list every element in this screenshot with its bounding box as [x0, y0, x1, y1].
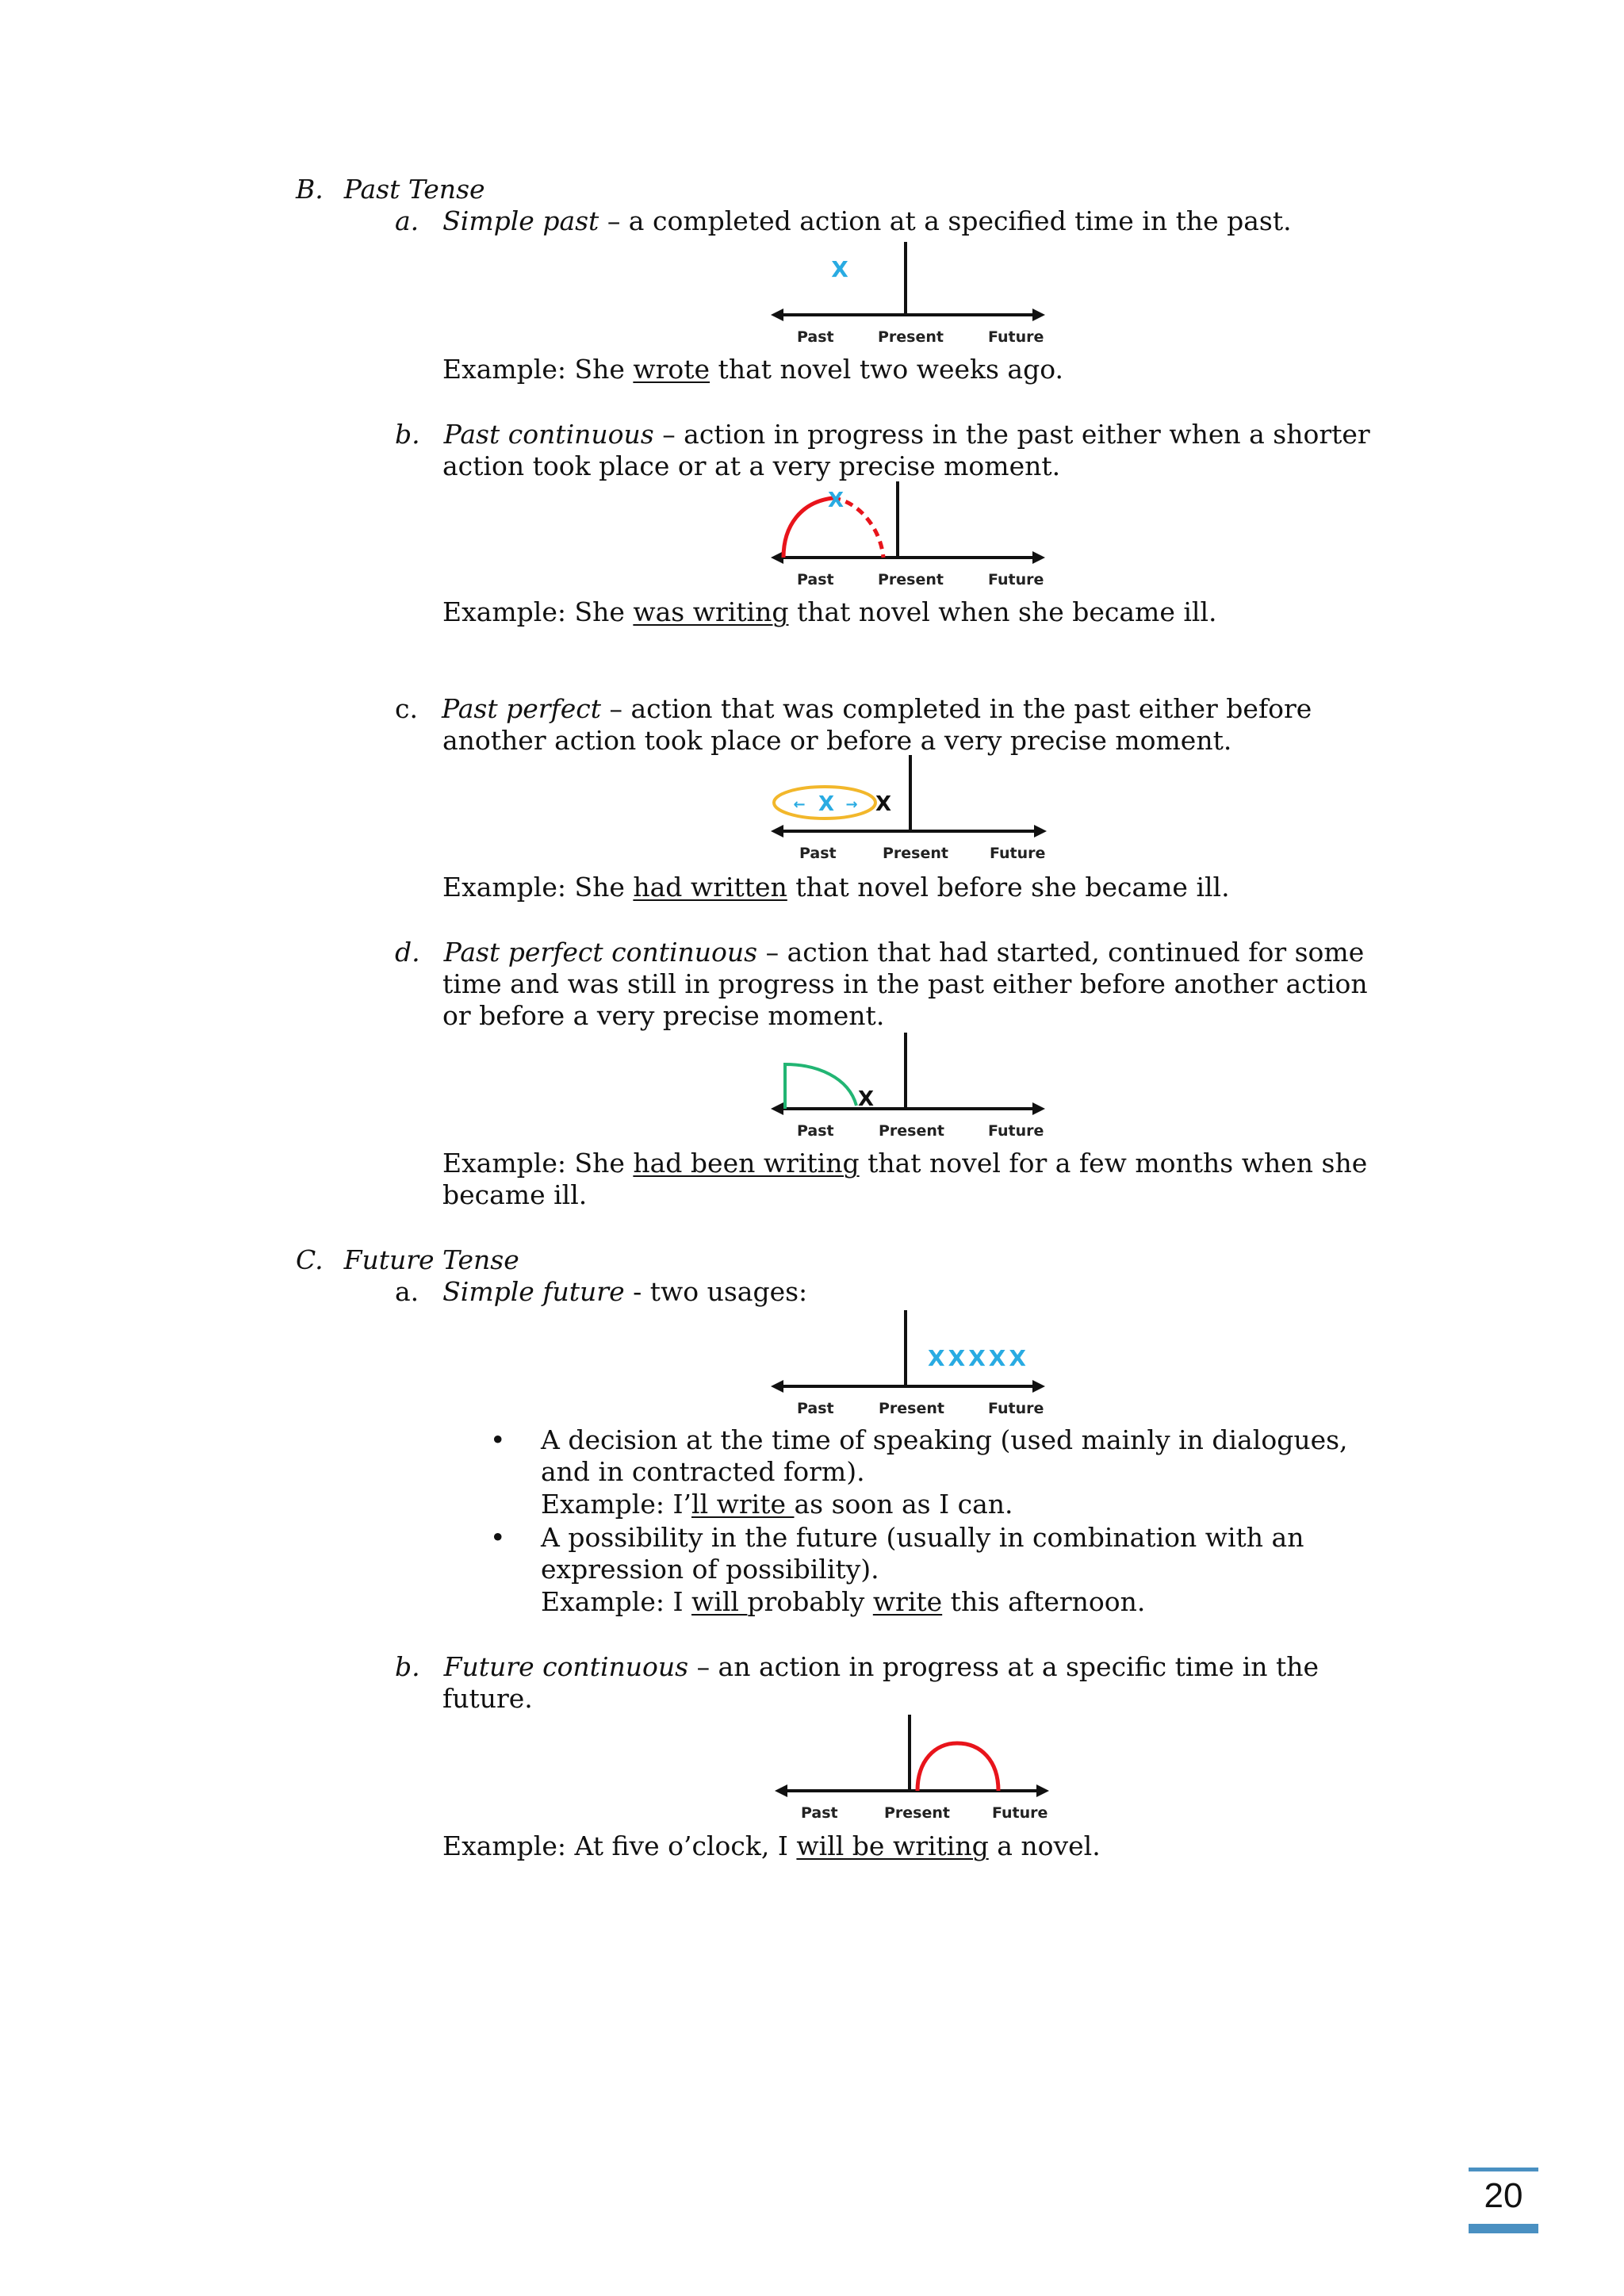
example-text: Example: I’: [541, 1489, 692, 1520]
example-text-line: became ill.: [442, 1179, 588, 1210]
example-verb: ll write: [691, 1489, 795, 1520]
label-future: Future: [988, 1400, 1044, 1417]
label-present: Present: [879, 1400, 944, 1417]
future-continuous-example: [442, 1830, 1101, 1862]
arrow-left-icon: ←: [793, 796, 806, 813]
section-letter: C.: [296, 1244, 324, 1275]
label-past: Past: [799, 845, 837, 862]
item-letter: b.: [395, 1651, 420, 1682]
tense-definition-line: time and was still in progress in the past either before another action: [442, 968, 1368, 999]
section-c-heading: [296, 1244, 519, 1276]
label-past: Past: [797, 571, 834, 588]
label-present: Present: [878, 571, 944, 588]
example-text: that novel for a few months when she: [859, 1148, 1368, 1179]
bullet-text: A decision at the time of speaking (used mainly in dialogues,: [541, 1424, 1348, 1455]
tense-definition-line: another action took place or before a very precise moment.: [442, 725, 1232, 756]
tense-definition: – an action in progress at a specific time in the: [688, 1651, 1320, 1682]
tense-term: Past perfect continuous: [443, 937, 758, 968]
event-x-mark: X: [831, 256, 848, 282]
page-number-bottom-bar: [1469, 2224, 1538, 2233]
reference-x-mark: X: [857, 1087, 875, 1111]
past-continuous-definition: [395, 419, 1370, 450]
tense-definition: – action that had started, continued for some: [757, 937, 1365, 968]
label-present: Present: [878, 328, 944, 346]
example-text: Example: At five o’clock, I: [442, 1830, 797, 1861]
past-perfect-example: [442, 872, 1230, 903]
repeated-x-marks: XXXXX: [928, 1345, 1029, 1371]
example-verb: write: [872, 1586, 943, 1617]
example-text: that novel before she became ill.: [787, 872, 1230, 903]
timeline-past-perfect: [769, 752, 1047, 868]
label-past: Past: [801, 1804, 838, 1822]
past-continuous-example: [442, 596, 1217, 628]
example-text: Example: I: [541, 1586, 692, 1617]
bullet-text: expression of possibility).: [541, 1554, 879, 1585]
example-verb: will be writing: [796, 1830, 989, 1861]
section-b-heading: [296, 174, 485, 205]
label-present: Present: [879, 1122, 944, 1140]
section-title: Future Tense: [343, 1244, 519, 1275]
page-number: 20: [1484, 2176, 1523, 2215]
arrow-right-icon: →: [845, 796, 858, 813]
bullet-icon: •: [490, 1522, 506, 1553]
example-text: a novel.: [988, 1830, 1101, 1861]
label-past: Past: [797, 1400, 834, 1417]
tense-definition: – action that was completed in the past either before: [600, 693, 1312, 724]
simple-past-definition: [395, 205, 1292, 237]
example-text: as soon as I can.: [794, 1489, 1013, 1520]
tense-definition: – action in progress in the past either when a shorter: [653, 419, 1370, 450]
example-text: probably: [747, 1586, 873, 1617]
event-x-mark: X: [827, 489, 845, 512]
tense-definition-line: future.: [442, 1683, 533, 1714]
bullet-text: and in contracted form).: [541, 1456, 865, 1487]
example-text: Example: She: [442, 354, 634, 385]
tense-term: Simple past: [442, 205, 599, 236]
timeline-past-continuous: [769, 478, 1047, 596]
label-future: Future: [990, 845, 1046, 862]
past-perfect-definition: [395, 693, 1312, 725]
past-perfect-continuous-example: [442, 1148, 1367, 1179]
example-verb: wrote: [633, 354, 710, 385]
example-verb: will: [691, 1586, 748, 1617]
future-continuous-definition: [395, 1651, 1319, 1683]
label-future: Future: [988, 1122, 1044, 1140]
example-verb: was writing: [633, 596, 789, 627]
tense-definition-line: or before a very precise moment.: [442, 1000, 885, 1031]
bullet-example: [541, 1489, 1013, 1520]
bullet-icon: •: [490, 1424, 506, 1455]
timeline-past-perfect-continuous: [769, 1029, 1047, 1147]
example-text: Example: She: [442, 872, 634, 903]
section-letter: B.: [296, 174, 324, 205]
tense-term: Past continuous: [443, 419, 654, 450]
timeline-simple-future: [769, 1307, 1047, 1424]
tense-definition: - two usages:: [624, 1276, 808, 1307]
example-verb: had been writing: [633, 1148, 860, 1179]
label-present: Present: [883, 845, 948, 862]
label-future: Future: [988, 328, 1044, 346]
label-future: Future: [988, 571, 1044, 588]
simple-past-example: [442, 354, 1063, 385]
tense-definition-line: action took place or at a very precise moment.: [442, 450, 1061, 481]
label-future: Future: [992, 1804, 1048, 1822]
timeline-simple-past: [769, 234, 1047, 353]
label-past: Past: [797, 1122, 834, 1140]
bullet-example: [541, 1586, 1145, 1618]
label-present: Present: [884, 1804, 950, 1822]
tense-term: Past perfect: [441, 693, 601, 724]
section-title: Past Tense: [343, 174, 485, 205]
tense-term: Simple future: [442, 1276, 625, 1307]
event-x-mark: X: [818, 792, 835, 816]
label-past: Past: [797, 328, 834, 346]
item-letter: a.: [395, 1276, 419, 1307]
page-number-top-rule: [1469, 2168, 1538, 2171]
simple-future-definition: [395, 1276, 807, 1308]
timeline-future-continuous: [773, 1711, 1051, 1829]
example-text: Example: She: [442, 1148, 634, 1179]
item-letter: d.: [395, 937, 420, 968]
past-perfect-continuous-definition: [395, 937, 1364, 968]
item-letter: a.: [395, 205, 419, 236]
tense-definition: – a completed action at a specified time in the past.: [599, 205, 1292, 236]
reference-x-mark: X: [875, 792, 892, 816]
bullet-text: A possibility in the future (usually in combination with an: [541, 1522, 1304, 1553]
example-verb: had written: [633, 872, 787, 903]
example-text: this afternoon.: [942, 1586, 1146, 1617]
item-letter: b.: [395, 419, 420, 450]
example-text: Example: She: [442, 596, 634, 627]
example-text: that novel when she became ill.: [788, 596, 1217, 627]
tense-term: Future continuous: [443, 1651, 689, 1682]
item-letter: c.: [395, 693, 418, 724]
example-text: that novel two weeks ago.: [710, 354, 1063, 385]
